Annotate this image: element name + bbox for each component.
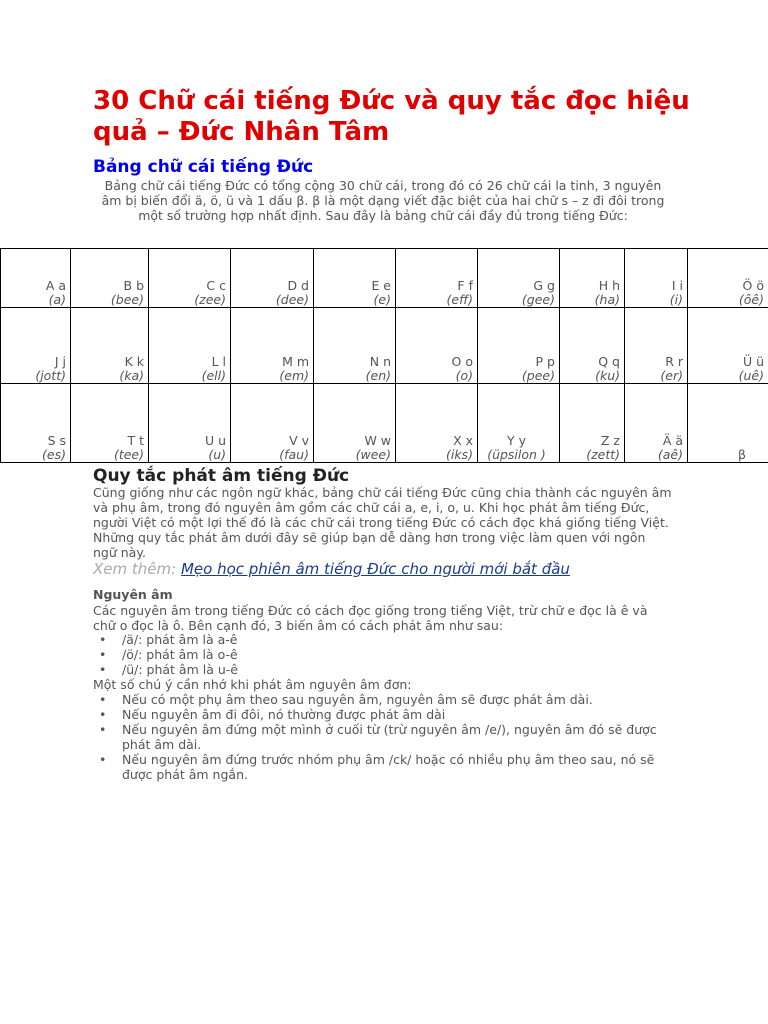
alphabet-cell: [560, 384, 625, 463]
letter-label: Ä ä: [662, 433, 683, 448]
pronunciation-label: (ôê): [738, 292, 764, 307]
pronunciation-label: (ha): [594, 292, 620, 307]
alphabet-cell: [314, 384, 396, 463]
letter-label: Y y: [506, 433, 526, 448]
list-item-text: /ö/: phát âm là o-ê: [122, 647, 238, 662]
alphabet-cell: [231, 249, 314, 308]
letter-label: W w: [364, 433, 391, 448]
pronunciation-label: (en): [365, 368, 391, 383]
letter-label: Q q: [598, 354, 620, 369]
alphabet-cell: [71, 384, 149, 463]
letter-label: Z z: [600, 433, 620, 448]
rules-paragraph: Cũng giống như các ngôn ngữ khác, bảng chữ cái tiếng Đức cũng chia thành các nguyên âm và phụ âm, trong đó nguyên âm gồm các chữ cái a, e, i, o, u. Khi học phát âm tiếng Đức, người Việt có một lợi thế đó là các chữ cái trong tiếng Đức có cách đọc khá giống tiếng Việt. Những quy tắc phát âm dưới đây sẽ giúp bạn dễ dàng hơn trong việc làm quen với ngôn ngữ này.: [93, 485, 672, 560]
pronunciation-label: (u): [208, 447, 226, 462]
pronunciation-label: (es): [42, 447, 66, 462]
pronunciation-rules-heading: Quy tắc phát âm tiếng Đức: [93, 466, 350, 486]
page-title: 30 Chữ cái tiếng Đức và quy tắc đọc hiệu quả – Đức Nhân Tâm: [93, 86, 690, 147]
alphabet-cell: [1, 384, 71, 463]
alphabet-cell: [71, 249, 149, 308]
alphabet-cell: [396, 249, 478, 308]
pronunciation-label: (fau): [279, 447, 309, 462]
bullet-icon: •: [99, 632, 107, 647]
pronunciation-label: (dee): [275, 292, 309, 307]
alphabet-cell: [625, 384, 688, 463]
letter-label: U u: [204, 433, 226, 448]
pronunciation-label: (er): [660, 368, 683, 383]
see-more-label: Xem thêm:: [93, 560, 177, 578]
pronunciation-label: (pee): [521, 368, 555, 383]
alphabet-cell: [71, 308, 149, 384]
list-item-text: Nếu nguyên âm đi đôi, nó thường được phát âm dài: [122, 707, 446, 722]
alphabet-cell: [149, 384, 231, 463]
pronunciation-label: (eff): [446, 292, 473, 307]
letter-label: N n: [369, 354, 391, 369]
list-item-text: /ü/: phát âm là u-ê: [122, 662, 238, 677]
umlaut-list: [93, 632, 673, 677]
list-item-text: Nếu nguyên âm đứng trước nhóm phụ âm /ck/ hoặc có nhiều phụ âm theo sau, nó sẽ được phát âm ngắn.: [122, 752, 655, 782]
letter-label: F f: [457, 278, 473, 293]
pronunciation-label: (uê): [738, 368, 764, 383]
pronunciation-label: (üpsilon ): [487, 447, 546, 462]
notes-list: [93, 692, 673, 782]
pronunciation-label: (zee): [194, 292, 226, 307]
bullet-icon: •: [99, 662, 107, 677]
alphabet-cell: [1, 249, 71, 308]
notes-intro: Một số chú ý cần nhớ khi phát âm nguyên âm đơn:: [93, 677, 412, 692]
alphabet-cell: [314, 249, 396, 308]
pronunciation-label: (ku): [595, 368, 620, 383]
letter-label: A a: [45, 278, 66, 293]
letter-label: E e: [371, 278, 391, 293]
letter-label: H h: [598, 278, 620, 293]
alphabet-cell: [560, 308, 625, 384]
list-item: [93, 662, 673, 677]
letter-label: V v: [289, 433, 309, 448]
letter-label: Ü ü: [742, 354, 764, 369]
see-more-link[interactable]: Mẹo học phiên âm tiếng Đức cho người mới bắt đầu: [180, 560, 570, 578]
letter-label: Ö ö: [742, 278, 764, 293]
alphabet-row: [1, 308, 768, 384]
pronunciation-label: (gee): [521, 292, 555, 307]
alphabet-section-heading: Bảng chữ cái tiếng Đức: [93, 157, 314, 177]
alphabet-cell: [560, 249, 625, 308]
pronunciation-label: (e): [373, 292, 391, 307]
bullet-icon: •: [99, 752, 107, 767]
alphabet-cell: [625, 249, 688, 308]
pronunciation-label: (ell): [201, 368, 226, 383]
letter-label: X x: [453, 433, 473, 448]
letter-label: K k: [124, 354, 144, 369]
letter-label: C c: [206, 278, 226, 293]
alphabet-cell: [478, 249, 560, 308]
intro-paragraph: Bảng chữ cái tiếng Đức có tổng cộng 30 chữ cái, trong đó có 26 chữ cái la tinh, 3 nguyên âm bị biến đổi ä, ö, ü và 1 dấu β. β là một dạng viết đặc biệt của hai chữ s – z đi đôi trong một số trường hợp nhất định. Sau đây là bảng chữ cái đầy đủ trong tiếng Đức:: [101, 178, 665, 223]
alphabet-cell: [688, 384, 768, 463]
vowels-heading: Nguyên âm: [93, 587, 173, 602]
letter-label: T t: [127, 433, 144, 448]
see-more-line: [93, 559, 570, 579]
letter-label: G g: [533, 278, 555, 293]
letter-label: B b: [123, 278, 144, 293]
bullet-icon: •: [99, 647, 107, 662]
alphabet-cell: [688, 249, 768, 308]
list-item-text: Nếu nguyên âm đứng một mình ở cuối từ (trừ nguyên âm /e/), nguyên âm đó sẽ được phát âm dài.: [122, 722, 657, 752]
letter-label: M m: [282, 354, 309, 369]
alphabet-table: [0, 248, 768, 463]
eszett-symbol: β: [738, 447, 746, 462]
pronunciation-label: (o): [455, 368, 473, 383]
alphabet-row: [1, 249, 768, 308]
vowels-paragraph: Các nguyên âm trong tiếng Đức có cách đọc giống trong tiếng Việt, trừ chữ e đọc là ê và chữ o đọc là ô. Bên cạnh đó, 3 biến âm có cách phát âm như sau:: [93, 603, 648, 633]
pronunciation-label: (bee): [110, 292, 144, 307]
pronunciation-label: (a): [48, 292, 66, 307]
pronunciation-label: (tee): [113, 447, 144, 462]
letter-label: O o: [451, 354, 473, 369]
alphabet-row: [1, 384, 768, 463]
letter-label: J j: [54, 354, 66, 369]
bullet-icon: •: [99, 707, 107, 722]
bullet-icon: •: [99, 692, 107, 707]
alphabet-cell: [396, 308, 478, 384]
alphabet-cell: [231, 308, 314, 384]
alphabet-cell: [396, 384, 478, 463]
list-item: [93, 707, 673, 722]
alphabet-cell: [1, 308, 71, 384]
letter-label: R r: [665, 354, 683, 369]
alphabet-cell: [478, 384, 560, 463]
list-item: [93, 752, 673, 782]
letter-label: L l: [211, 354, 226, 369]
list-item: [93, 722, 673, 752]
pronunciation-label: (wee): [355, 447, 391, 462]
pronunciation-label: (ka): [119, 368, 144, 383]
letter-label: I i: [671, 278, 683, 293]
list-item: [93, 632, 673, 647]
list-item: [93, 692, 673, 707]
pronunciation-label: (jott): [35, 368, 66, 383]
alphabet-cell: [314, 308, 396, 384]
alphabet-cell: [231, 384, 314, 463]
letter-label: D d: [287, 278, 309, 293]
alphabet-cell: [625, 308, 688, 384]
alphabet-cell: [688, 308, 768, 384]
alphabet-cell: [149, 308, 231, 384]
list-item: [93, 647, 673, 662]
pronunciation-label: (i): [669, 292, 683, 307]
pronunciation-label: (em): [279, 368, 309, 383]
bullet-icon: •: [99, 722, 107, 737]
letter-label: S s: [47, 433, 66, 448]
alphabet-cell: [478, 308, 560, 384]
pronunciation-label: (aê): [657, 447, 683, 462]
list-item-text: /ä/: phát âm là a-ê: [122, 632, 238, 647]
alphabet-cell: [149, 249, 231, 308]
pronunciation-label: (zett): [586, 447, 620, 462]
letter-label: P p: [535, 354, 555, 369]
list-item-text: Nếu có một phụ âm theo sau nguyên âm, nguyên âm sẽ được phát âm dài.: [122, 692, 593, 707]
pronunciation-label: (iks): [446, 447, 473, 462]
